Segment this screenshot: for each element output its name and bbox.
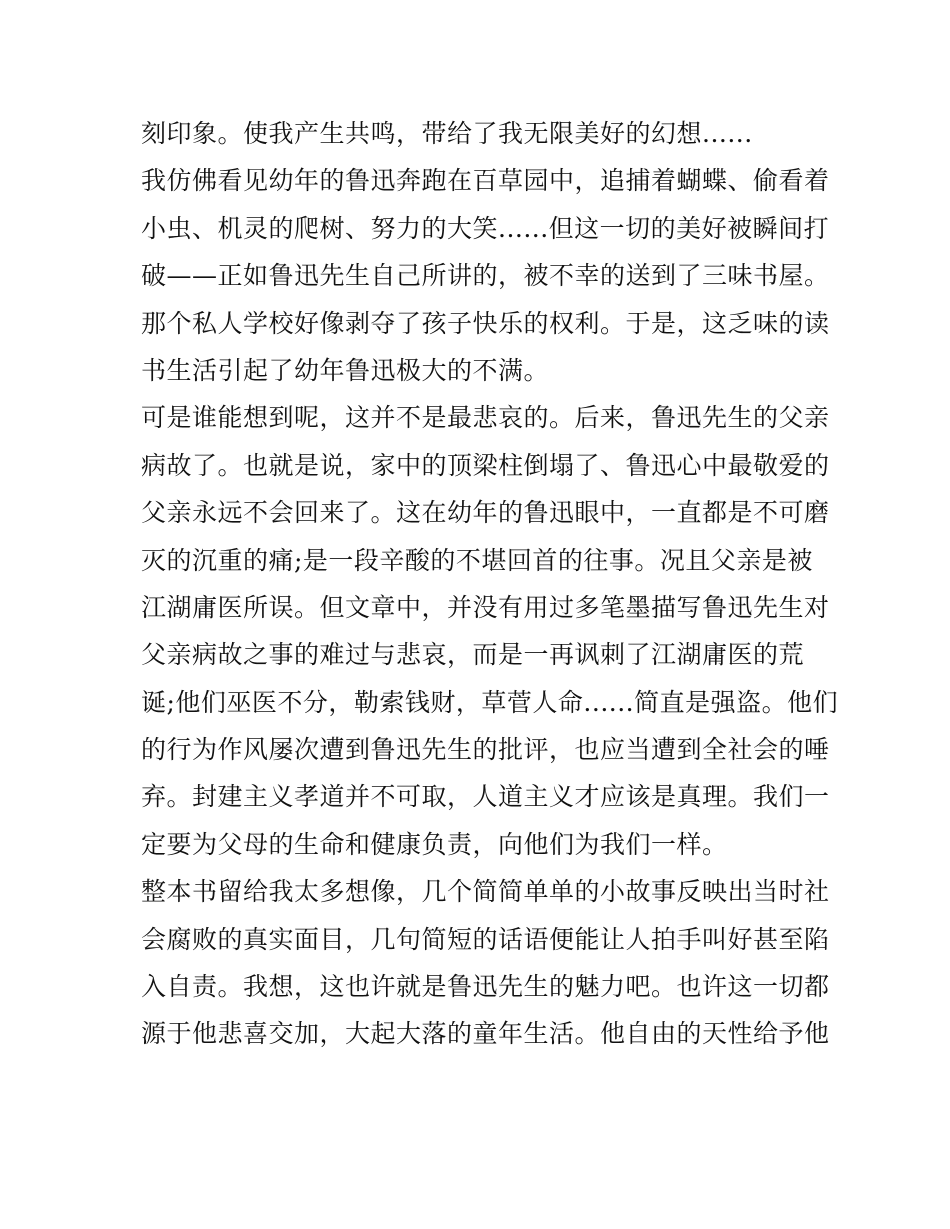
text-line: 江湖庸医所误。但文章中，并没有用过多笔墨描写鲁迅先生对 — [141, 592, 830, 622]
text-line: 那个私人学校好像剥夺了孩子快乐的权利。于是，这乏味的读 — [141, 308, 830, 338]
text-line: 我仿佛看见幼年的鲁迅奔跑在百草园中，追捕着蝴蝶、偷看着 — [141, 166, 830, 196]
text-line: 定要为父母的生命和健康负责，向他们为我们一样。 — [141, 829, 728, 859]
text-line: 灭的沉重的痛;是一段辛酸的不堪回首的往事。况且父亲是被 — [141, 545, 813, 575]
text-line: 可是谁能想到呢，这并不是最悲哀的。后来，鲁迅先生的父亲 — [141, 403, 830, 433]
text-line: 父亲病故之事的难过与悲哀，而是一再讽刺了江湖庸医的荒 — [141, 640, 805, 670]
essay-body — [141, 110, 839, 1058]
text-line: 病故了。也就是说，家中的顶梁柱倒塌了、鲁迅心中最敬爱的 — [141, 450, 830, 480]
text-line: 整本书留给我太多想像，几个简简单单的小故事反映出当时社 — [141, 877, 830, 907]
text-line: 源于他悲喜交加，大起大落的童年生活。他自由的天性给予他 — [141, 1019, 830, 1049]
text-line: 弃。封建主义孝道并不可取，人道主义才应该是真理。我们一 — [141, 782, 830, 812]
text-line: 破——正如鲁迅先生自己所讲的，被不幸的送到了三味书屋。 — [141, 261, 830, 291]
text-line: 刻印象。使我产生共鸣，带给了我无限美好的幻想...... — [141, 119, 753, 148]
text-line: 入自责。我想，这也许就是鲁迅先生的魅力吧。也许这一切都 — [141, 972, 830, 1002]
text-line: 的行为作风屡次遭到鲁迅先生的批评，也应当遭到全社会的唾 — [141, 735, 830, 765]
text-line: 诞;他们巫医不分，勒索钱财，草菅人命......简直是强盗。他们 — [141, 687, 839, 717]
text-line: 会腐败的真实面目，几句简短的话语便能让人拍手叫好甚至陷 — [141, 924, 830, 954]
text-line: 小虫、机灵的爬树、努力的大笑......但这一切的美好被瞬间打 — [141, 213, 830, 243]
text-line: 父亲永远不会回来了。这在幼年的鲁迅眼中，一直都是不可磨 — [141, 498, 830, 528]
text-line: 书生活引起了幼年鲁迅极大的不满。 — [141, 355, 550, 385]
